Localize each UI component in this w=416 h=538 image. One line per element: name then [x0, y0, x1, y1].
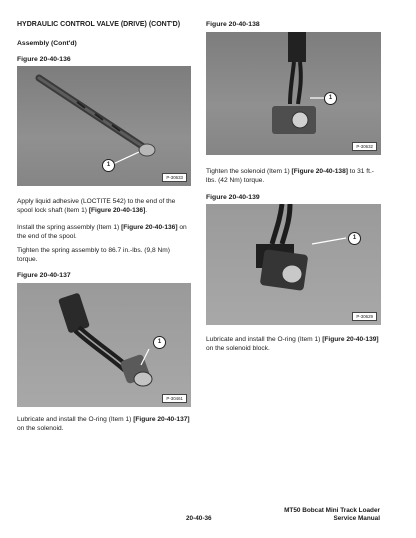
callout-1: 1 — [102, 159, 115, 172]
solenoid-block-illustration — [206, 204, 381, 325]
figure-photo-136 — [17, 66, 191, 186]
callout-1: 1 — [348, 232, 361, 245]
figure-photo-139 — [206, 204, 381, 325]
solenoid-installed-illustration — [206, 32, 381, 155]
figure-photo-137 — [17, 283, 191, 407]
section-title: HYDRAULIC CONTROL VALVE (DRIVE) (CONT'D) — [17, 21, 181, 28]
section-subtitle: Assembly (Cont'd) — [17, 40, 77, 47]
paragraph-oring-block: Lubricate and install the O-ring (Item 1) [Figure 20-40-139] on the solenoid block. — [206, 336, 379, 352]
callout-1: 1 — [324, 92, 337, 105]
manual-name: Service Manual — [333, 515, 380, 523]
photo-id: P-30629 — [352, 312, 377, 321]
photo-id: P-30461 — [162, 394, 187, 403]
photo-id: P-30633 — [162, 173, 187, 182]
footer-manual-title — [284, 507, 380, 524]
page-number: 20-40-36 — [186, 515, 212, 522]
figure-caption-139: Figure 20-40-139 — [206, 194, 260, 201]
paragraph-adhesive: Apply liquid adhesive (LOCTITE 542) to the end of the spool lock shaft (Item 1) [Figure 20-40-136]. — [17, 198, 176, 214]
callout-1: 1 — [153, 336, 166, 349]
figure-caption-137: Figure 20-40-137 — [17, 272, 71, 279]
product-name: MT50 Bobcat Mini Track Loader — [284, 507, 380, 514]
paragraph-solenoid-torque: Tighten the solenoid (Item 1) [Figure 20-40-138] to 31 ft.-lbs. (42 Nm) torque. — [206, 168, 374, 184]
paragraph-spring-torque: Tighten the spring assembly to 86.7 in.-lbs. (9,8 Nm) torque. — [17, 247, 170, 263]
paragraph-spring-install: Install the spring assembly (Item 1) [Figure 20-40-136] on the end of the spool. — [17, 224, 187, 240]
figure-caption-138: Figure 20-40-138 — [206, 21, 260, 28]
photo-id: P-30632 — [352, 142, 377, 151]
figure-caption-136: Figure 20-40-136 — [17, 56, 71, 63]
paragraph-oring-solenoid: Lubricate and install the O-ring (Item 1) [Figure 20-40-137] on the solenoid. — [17, 416, 190, 432]
figure-photo-138 — [206, 32, 381, 155]
